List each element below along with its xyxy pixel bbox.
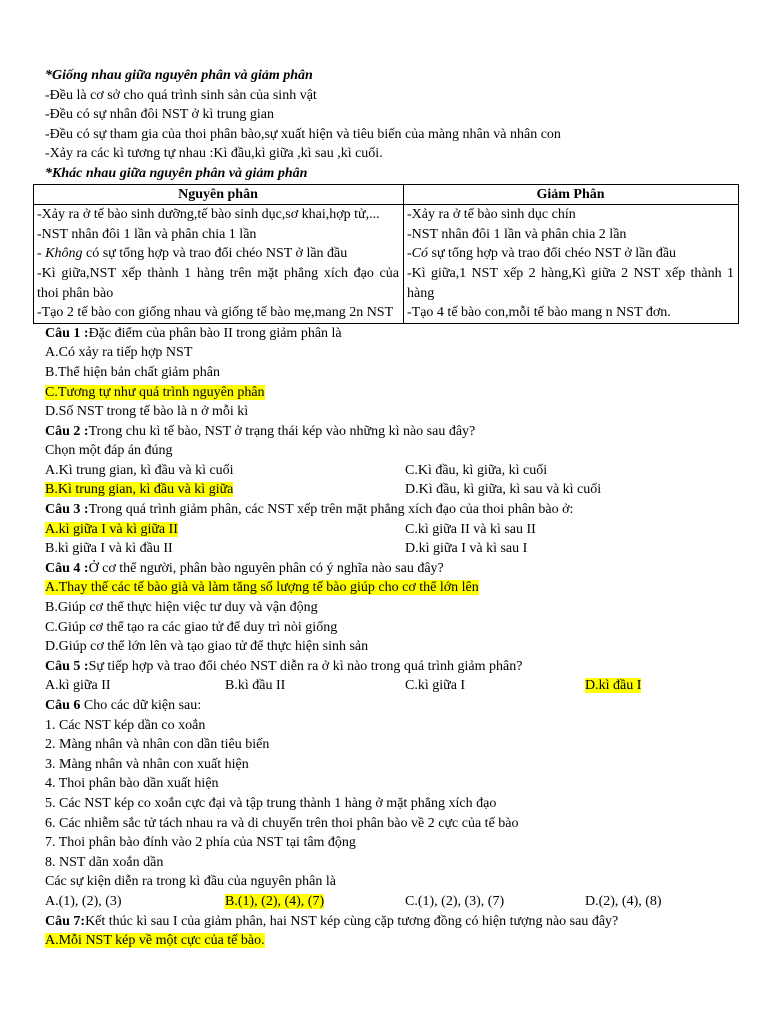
q5-option-b: B.kì đầu II — [225, 678, 286, 694]
np-line: -Tạo 2 tế bào con giống nhau và giống tế bào mẹ,mang 2n NST — [37, 305, 394, 321]
question-label: Câu 4 : — [45, 560, 89, 576]
q3-option-d: D.kì giữa I và kì sau I — [405, 541, 528, 557]
q6-item: 4. Thoi phân bào dần xuất hiện — [45, 776, 219, 792]
q5-option-d-answer: D.kì đầu I — [585, 678, 642, 694]
np-line — [37, 244, 399, 264]
q6-item: 5. Các NST kép co xoắn cực đại và tập trung thành 1 hàng ở mặt phẳng xích đạo — [45, 795, 497, 811]
q2-option-d: D.Kì đầu, kì giữa, kì sau và kì cuối — [405, 482, 602, 498]
q2-instruction: Chọn một đáp án đúng — [45, 443, 173, 459]
q6-prompt: Các sự kiện diễn ra trong kì đầu của nguyên phân là — [45, 874, 336, 890]
question-1 — [45, 324, 735, 344]
question-text: Ở cơ thể người, phân bào nguyên phân có ý nghĩa nào sau đây? — [88, 560, 444, 576]
gp-line-italic: Có — [411, 246, 429, 262]
q2-option-b-answer: B.Kì trung gian, kì đầu và kì giữa — [45, 482, 234, 498]
gp-line: -Kì giữa,1 NST xếp 2 hàng,Kì giữa 2 NST xếp thành 1 hàng — [407, 265, 734, 301]
question-label: Câu 2 : — [45, 423, 89, 439]
question-text: Đặc điểm của phân bào II trong giảm phân là — [88, 325, 342, 341]
q5-option-c: C.kì giữa I — [405, 678, 466, 694]
q6-option-d: D.(2), (4), (8) — [585, 893, 662, 909]
q1-option-a: A.Có xảy ra tiếp hợp NST — [45, 345, 193, 361]
question-text: Trong quá trình giảm phân, các NST xếp trên mặt phẳng xích đạo của thoi phân bào ở: — [88, 502, 574, 518]
comparison-table — [33, 184, 739, 324]
giam-phan-cell — [404, 205, 739, 324]
question-3 — [45, 500, 735, 520]
q1-option-c-answer: C.Tương tự như quá trình nguyên phân — [45, 384, 265, 400]
similarity-line: -Đều có sự tham gia của thoi phân bào,sự xuất hiện và tiêu biến của màng nhân và nhân con — [45, 126, 561, 142]
q2-option-c: C.Kì đầu, kì giữa, kì cuối — [405, 462, 548, 478]
q7-option-a-answer: A.Mỗi NST kép về một cực của tế bào. — [45, 933, 265, 949]
similarity-line: -Xảy ra các kì tương tự nhau :Kì đầu,kì giữa ,kì sau ,kì cuối. — [45, 146, 383, 162]
q6-item: 7. Thoi phân bào đính vào 2 phía của NST tại tâm động — [45, 835, 356, 851]
q4-option-b: B.Giúp cơ thể thực hiện việc tư duy và vận động — [45, 600, 318, 616]
question-5 — [45, 657, 735, 677]
q6-option-b-answer: B.(1), (2), (4), (7) — [225, 893, 325, 909]
nguyen-phan-cell — [34, 205, 404, 324]
similarity-line: -Đều có sự nhân đôi NST ở kì trung gian — [45, 107, 274, 123]
document-page — [37, 66, 735, 951]
question-label: Câu 1 : — [45, 325, 89, 341]
question-6 — [45, 696, 735, 716]
question-text: Sự tiếp hợp và trao đổi chéo NST diễn ra ở kì nào trong quá trình giảm phân? — [88, 658, 523, 674]
q1-option-b: B.Thể hiện bản chất giảm phân — [45, 364, 220, 380]
q4-option-a-answer: A.Thay thế các tế bào già và làm tăng số lượng tế bào giúp cho cơ thể lớn lên — [45, 580, 479, 596]
q2-option-a: A.Kì trung gian, kì đầu và kì cuối — [45, 462, 234, 478]
q6-option-c: C.(1), (2), (3), (7) — [405, 893, 505, 909]
gp-line: -Tạo 4 tế bào con,mỗi tế bào mang n NST đơn. — [407, 305, 671, 321]
np-line-italic: Không — [45, 246, 83, 262]
question-label: Câu 7: — [45, 913, 86, 929]
q3-option-a-answer: A.kì giữa I và kì giữa II — [45, 521, 178, 537]
gp-line-rest: sự tổng hợp và trao đổi chéo NST ở lần đầu — [428, 246, 677, 262]
question-2 — [45, 422, 735, 442]
q6-option-a: A.(1), (2), (3) — [45, 893, 122, 909]
question-label: Câu 6 — [45, 698, 81, 713]
q1-option-d: D.Số NST trong tế bào là n ở mỗi kì — [45, 404, 249, 420]
question-text: Kết thúc kì sau I của giảm phân, hai NST kép cùng cặp tương đồng có hiện tượng nào sau đây? — [85, 913, 619, 929]
q3-option-c: C.kì giữa II và kì sau II — [405, 521, 536, 537]
differences-heading: *Khác nhau giữa nguyên phân và giảm phân — [45, 165, 308, 181]
q6-item: 8. NST dãn xoắn dần — [45, 854, 164, 870]
gp-line: -NST nhân đôi 1 lần và phân chia 2 lần — [407, 226, 627, 242]
q4-option-c: C.Giúp cơ thể tạo ra các giao tử để duy trì nòi giống — [45, 619, 338, 635]
table-header-giam-phan: Giảm Phân — [404, 184, 739, 205]
q3-option-b: B.kì giữa I và kì đầu II — [45, 541, 173, 557]
similarity-line: -Đều là cơ sở cho quá trình sinh sản của sinh vật — [45, 87, 317, 103]
np-line: -Kì giữa,NST xếp thành 1 hàng trên mặt phẳng xích đạo của thoi phân bào — [37, 265, 399, 301]
question-label: Câu 5 : — [45, 658, 89, 674]
np-line: -Xảy ra ở tế bào sinh dưỡng,tế bào sinh dục,sơ khai,hợp tử,... — [37, 207, 380, 223]
gp-line — [407, 244, 734, 264]
q6-item: 1. Các NST kép dần co xoắn — [45, 717, 206, 733]
question-4 — [45, 559, 735, 579]
q6-item: 2. Màng nhân và nhân con dần tiêu biến — [45, 737, 270, 753]
question-text: Trong chu kì tế bào, NST ở trạng thái kép vào những kì nào sau đây? — [88, 423, 476, 439]
gp-line: -Xảy ra ở tế bào sinh dục chín — [407, 207, 576, 223]
q6-item: 3. Màng nhân và nhân con xuất hiện — [45, 756, 249, 772]
question-label: Câu 3 : — [45, 502, 89, 518]
gp-line-prefix: - — [407, 246, 412, 262]
similarities-heading: *Giống nhau giữa nguyên phân và giảm phân — [45, 68, 313, 83]
question-text: Cho các dữ kiện sau: — [80, 698, 202, 713]
q5-option-a: A.kì giữa II — [45, 678, 111, 694]
np-line-rest: có sự tổng hợp và trao đổi chéo NST ở lần đầu — [82, 246, 348, 262]
q6-item: 6. Các nhiễm sắc tử tách nhau ra và di chuyển trên thoi phân bào về 2 cực của tế bào — [45, 815, 519, 831]
np-line-prefix: - — [37, 246, 46, 262]
table-header-nguyen-phan: Nguyên phân — [34, 184, 404, 205]
question-7 — [45, 912, 735, 932]
q4-option-d: D.Giúp cơ thể lớn lên và tạo giao tử để thực hiện sinh sản — [45, 639, 369, 655]
np-line: -NST nhân đôi 1 lần và phân chia 1 lần — [37, 226, 257, 242]
